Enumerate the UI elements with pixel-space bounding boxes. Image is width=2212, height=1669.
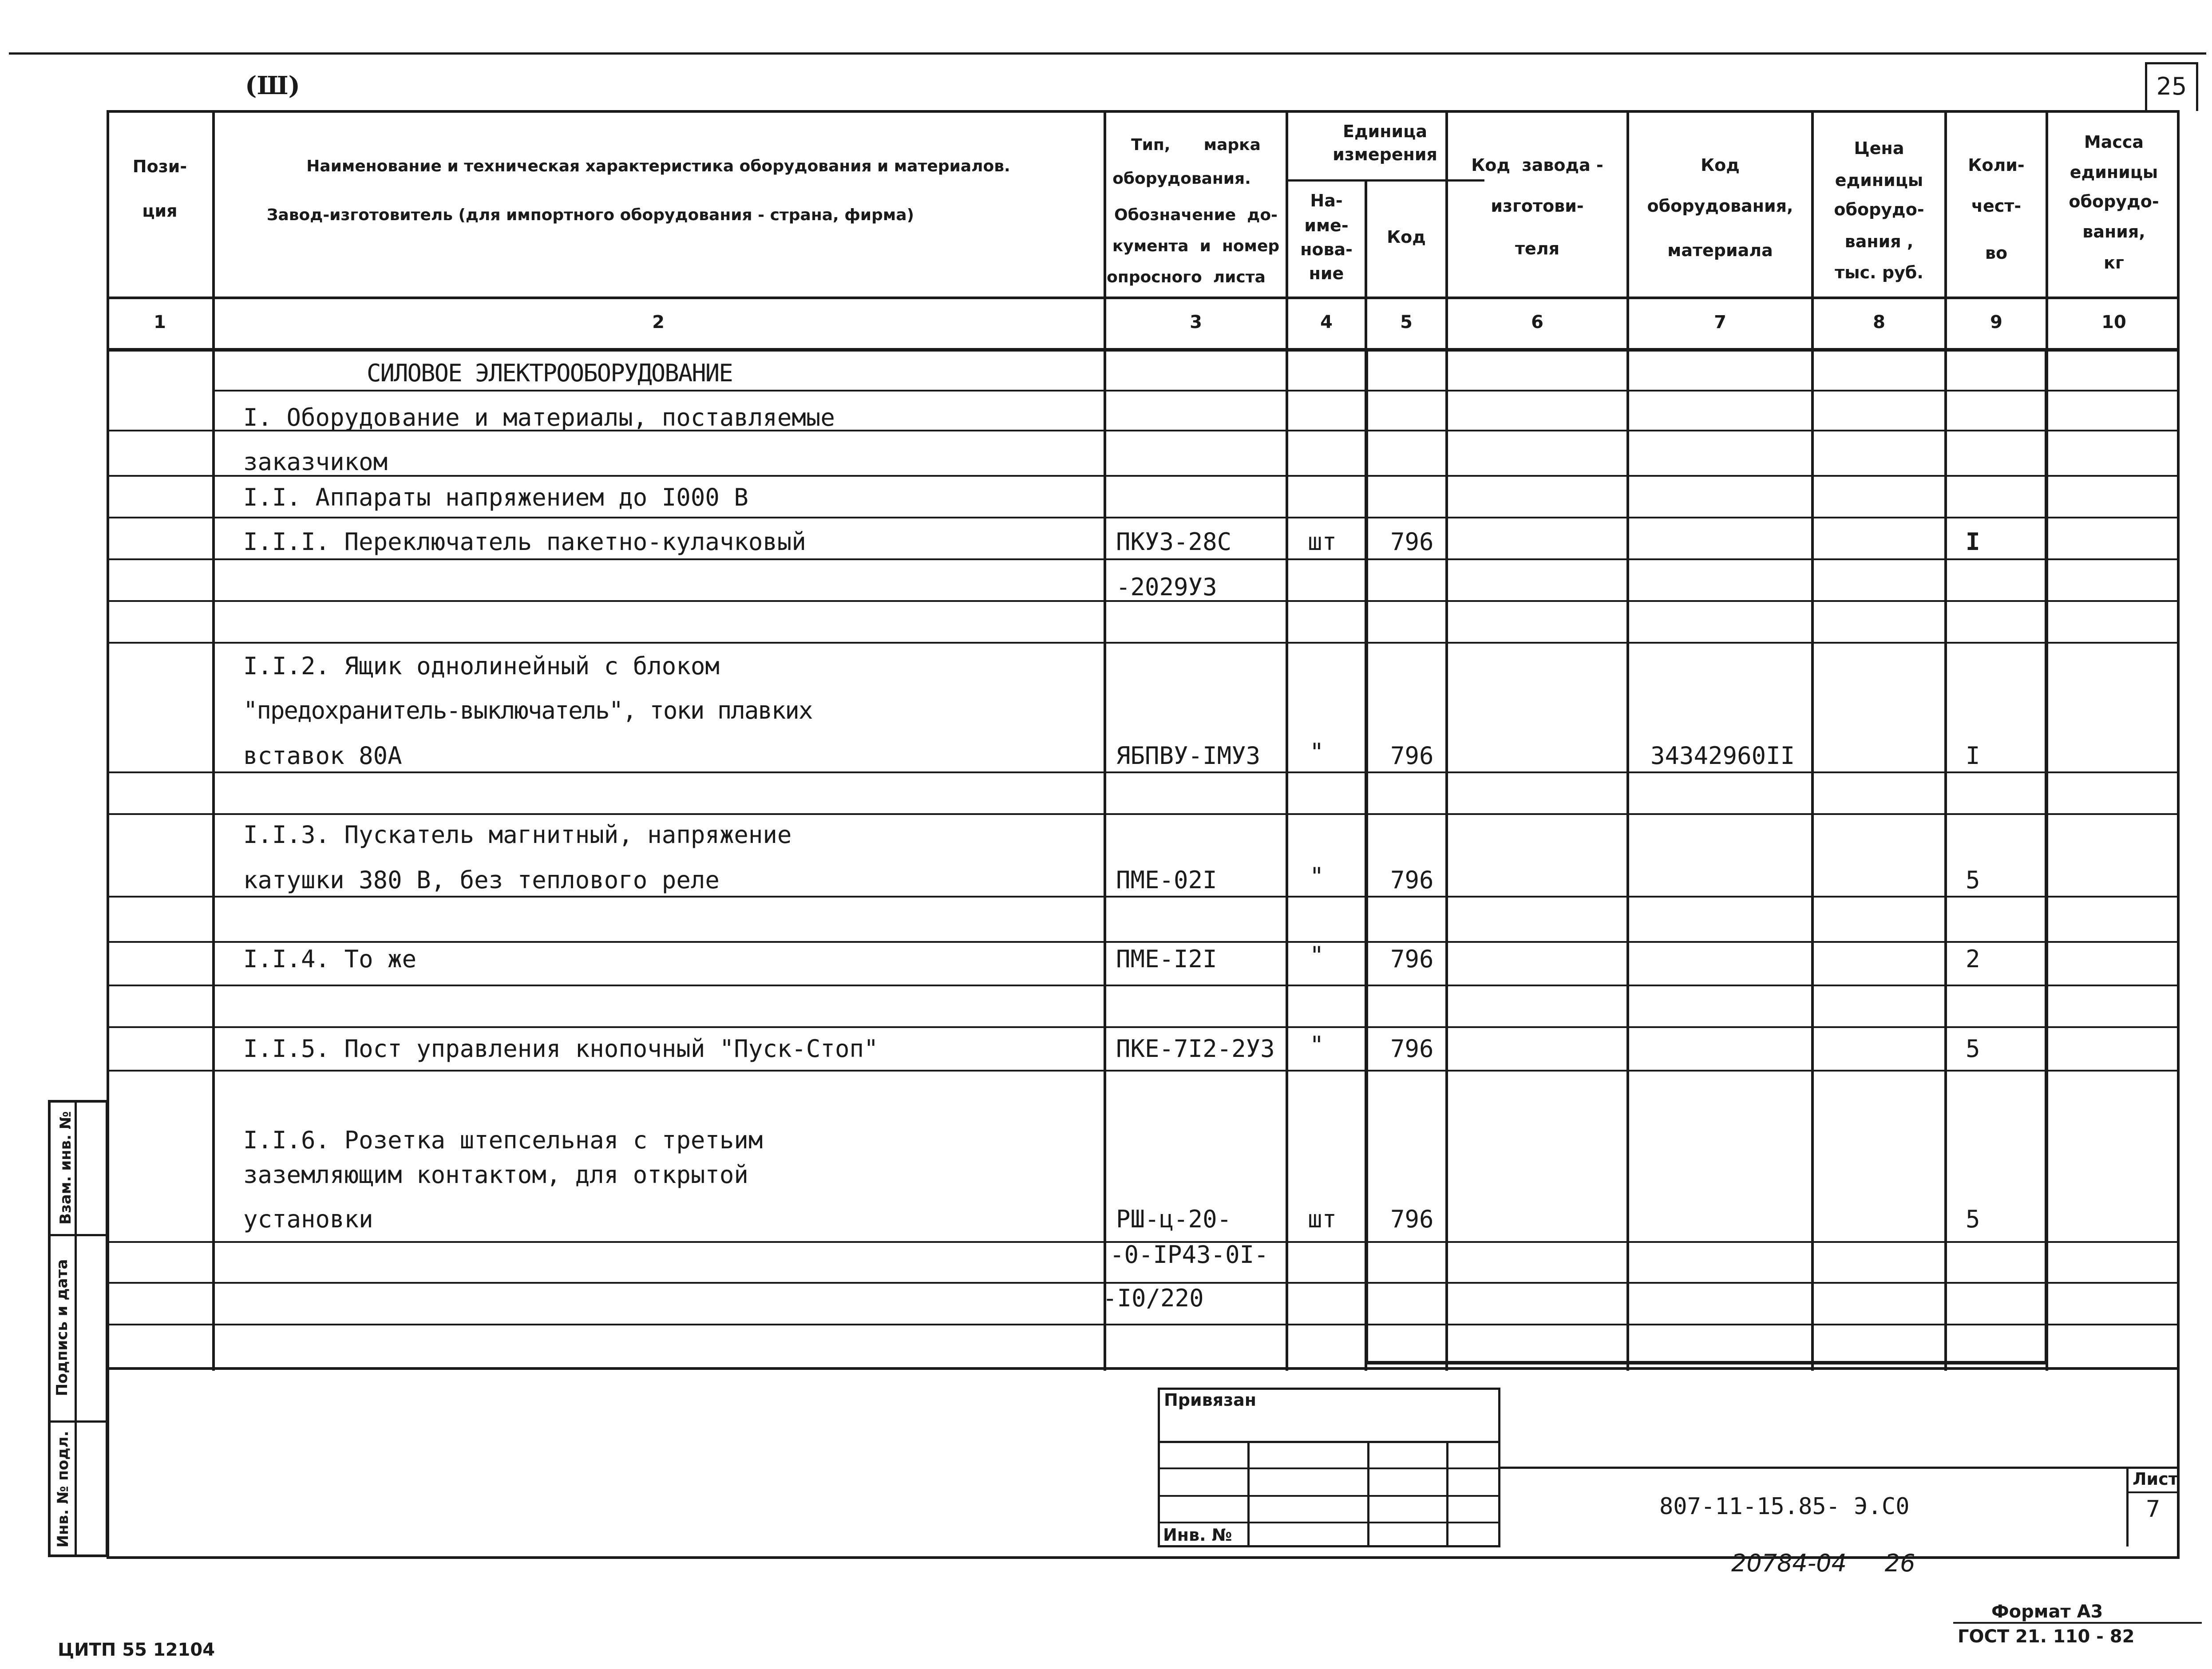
row-code: 796 xyxy=(1390,1035,1434,1063)
row-qty: I xyxy=(1966,528,1980,556)
page-number: 25 xyxy=(2156,72,2187,100)
col-line-1 xyxy=(212,110,215,1371)
column-number-6: 6 xyxy=(1531,312,1543,332)
header-equipcode-l1: Код xyxy=(1701,155,1740,175)
row-unit: шт xyxy=(1308,528,1337,556)
column-number-10: 10 xyxy=(2101,312,2126,332)
header-unit-l2: измерения xyxy=(1333,145,1437,164)
row-line xyxy=(107,1070,2180,1072)
row-line xyxy=(213,390,2180,392)
row-unit: " xyxy=(1310,738,1324,766)
row-code: 796 xyxy=(1390,742,1434,770)
header-type-l1: Тип, марка xyxy=(1131,136,1261,154)
row-qty: 5 xyxy=(1966,866,1980,894)
row-name: катушки 380 В, без теплового реле xyxy=(243,866,720,894)
header-price-l2: единицы xyxy=(1835,170,1923,190)
row-name: установки xyxy=(243,1205,373,1233)
row-name: заказчиком xyxy=(243,448,388,476)
row-line xyxy=(107,1026,2180,1028)
column-number-4: 4 xyxy=(1320,312,1333,332)
inv-label: Инв. № xyxy=(1163,1525,1232,1545)
header-mass-l1: Масса xyxy=(2084,132,2144,152)
header-mass-l3: оборудо- xyxy=(2069,192,2159,211)
row-name: I. Оборудование и материалы, поставляемые xyxy=(243,403,835,431)
sheet-mark: (Ш) xyxy=(245,71,301,100)
row-type: ЯБПВУ-IМУ3 xyxy=(1116,742,1261,770)
row-equip-code: 34342960II xyxy=(1650,742,1795,770)
row-qty: 5 xyxy=(1966,1035,1980,1063)
header-equipcode-l3: материала xyxy=(1667,241,1773,260)
doc-code: 807-11-15.85- Э.С0 xyxy=(1659,1493,1910,1520)
row-code: 796 xyxy=(1390,866,1434,894)
footer-left-code: ЦИТП 55 12104 xyxy=(58,1640,215,1660)
header-name-line2: Завод-изготовитель (для импортного оборудования - страна, фирма) xyxy=(266,206,914,224)
thick-block xyxy=(1365,348,2048,1364)
header-mass-l5: кг xyxy=(2104,253,2124,273)
row-line xyxy=(107,985,2180,986)
row-type: ПМЕ-I2I xyxy=(1116,945,1217,973)
row-name: заземляющим контактом, для открытой xyxy=(243,1161,748,1189)
bound-line xyxy=(1158,1522,1500,1523)
header-unitcode: Код xyxy=(1387,227,1426,247)
footer-rule xyxy=(1953,1622,2202,1624)
row-unit: " xyxy=(1310,941,1324,969)
bound-col xyxy=(1367,1441,1369,1547)
row-name: I.I. Аппараты напряжением до I000 В xyxy=(243,483,748,511)
row-type: РШ-ц-20- xyxy=(1116,1205,1232,1233)
header-qty-l1: Коли- xyxy=(1968,155,2025,175)
header-type-l2: оборудования. xyxy=(1112,170,1251,188)
bound-line xyxy=(1158,1441,1500,1443)
row-qty: 5 xyxy=(1966,1205,1980,1233)
header-unitname-l1: На- xyxy=(1310,191,1343,210)
row-line xyxy=(107,517,2180,518)
row-unit: шт xyxy=(1308,1205,1337,1233)
column-number-2: 2 xyxy=(652,312,665,332)
row-type: -I0/220 xyxy=(1103,1284,1204,1312)
header-unit-l1: Единица xyxy=(1343,122,1427,141)
row-qty: 2 xyxy=(1966,945,1980,973)
row-name: вставок 80А xyxy=(243,742,402,770)
row-line xyxy=(107,558,2180,560)
bound-line xyxy=(1158,1495,1500,1497)
top-rule xyxy=(9,52,2206,55)
handwritten-note: 20784-04 26 xyxy=(1731,1549,1915,1577)
row-code: 796 xyxy=(1390,945,1434,973)
header-factory-l3: теля xyxy=(1515,239,1560,258)
header-qty-l2: чест- xyxy=(1971,196,2022,216)
footer-gost: ГОСТ 21. 110 - 82 xyxy=(1958,1626,2135,1647)
header-position-line2: ция xyxy=(142,201,178,221)
row-name: I.I.6. Розетка штепсельная с третьим xyxy=(243,1126,763,1154)
row-type: ПКУ3-28С xyxy=(1116,528,1232,556)
sheet-number: 7 xyxy=(2145,1496,2161,1523)
column-number-8: 8 xyxy=(1873,312,1885,332)
column-number-9: 9 xyxy=(1990,312,2002,332)
header-price-l1: Цена xyxy=(1854,138,1904,158)
row-unit: " xyxy=(1310,862,1324,890)
header-position-line1: Пози- xyxy=(132,157,187,176)
header-mass-l2: единицы xyxy=(2070,162,2158,182)
row-type: -0-IP43-0I- xyxy=(1110,1241,1269,1269)
row-name: "предохранитель-выключатель", токи плавких xyxy=(243,696,812,724)
bound-col xyxy=(1446,1441,1448,1547)
header-unitname-l3: нова- xyxy=(1300,240,1353,259)
header-unitname-l4: ние xyxy=(1309,264,1344,283)
header-price-l3: оборудо- xyxy=(1834,200,1924,219)
row-qty: I xyxy=(1966,742,1980,770)
col-line-2 xyxy=(1104,110,1106,1371)
header-bottom-line xyxy=(107,297,2180,299)
row-unit: " xyxy=(1310,1031,1324,1059)
column-number-7: 7 xyxy=(1714,312,1726,332)
column-number-3: 3 xyxy=(1190,312,1202,332)
title-block-top-line xyxy=(1500,1467,2180,1469)
header-type-l5: опросного листа xyxy=(1107,268,1266,286)
row-line xyxy=(107,941,2180,943)
column-number-1: 1 xyxy=(154,312,166,332)
column-number-5: 5 xyxy=(1400,312,1413,332)
sheet-label: Лист xyxy=(2133,1469,2178,1489)
row-line xyxy=(107,813,2180,815)
section-title: СИЛОВОЕ ЭЛЕКТРООБОРУДОВАНИЕ xyxy=(367,359,732,387)
side-label-original-inv: Инв. № подл. xyxy=(54,1431,72,1548)
header-factory-l2: изготови- xyxy=(1491,196,1584,216)
row-line xyxy=(107,1324,2180,1325)
row-type: ПКЕ-7I2-2У3 xyxy=(1116,1035,1275,1063)
bound-line xyxy=(1158,1467,1500,1469)
footer-format: Формат А3 xyxy=(1991,1602,2103,1622)
side-label-signature-date: Подпись и дата xyxy=(53,1259,71,1396)
body-bottom-line xyxy=(107,1367,2180,1370)
header-mass-l4: вания, xyxy=(2082,222,2145,241)
page-number-box xyxy=(2145,62,2198,111)
row-line xyxy=(107,896,2180,898)
col-line-3 xyxy=(1286,110,1288,1371)
row-code: 796 xyxy=(1390,528,1434,556)
bound-col xyxy=(1247,1441,1250,1547)
header-price-l4: вания , xyxy=(1844,232,1914,251)
row-line xyxy=(107,642,2180,644)
header-unitname-l2: име- xyxy=(1304,216,1349,235)
header-qty-l3: во xyxy=(1985,243,2008,263)
row-name: I.I.4. То же xyxy=(243,945,417,973)
row-code: 796 xyxy=(1390,1205,1434,1233)
row-name: I.I.2. Ящик однолинейный с блоком xyxy=(243,652,720,680)
side-label-replaced-inv: Взам. инв. № xyxy=(57,1111,75,1225)
header-factory-l1: Код завода - xyxy=(1471,155,1603,175)
unit-group-line xyxy=(1286,179,1484,182)
header-equipcode-l2: оборудования, xyxy=(1647,196,1793,216)
sheet-box-line xyxy=(2126,1491,2180,1493)
row-name: I.I.5. Пост управления кнопочный "Пуск-Стоп" xyxy=(243,1035,878,1063)
row-name: I.I.I. Переключатель пакетно-кулачковый xyxy=(243,528,806,556)
row-type: -2029У3 xyxy=(1116,573,1217,601)
row-type: ПМЕ-02I xyxy=(1116,866,1217,894)
row-name: I.I.3. Пускатель магнитный, напряжение xyxy=(243,821,792,849)
header-name-line1: Наименование и техническая характеристика оборудования и материалов. xyxy=(306,157,1010,175)
row-line xyxy=(107,475,2180,477)
header-type-l3: Обозначение до- xyxy=(1114,206,1278,224)
row-line xyxy=(107,771,2180,773)
header-price-l5: тыс. руб. xyxy=(1835,263,1923,282)
header-type-l4: кумента и номер xyxy=(1112,237,1280,255)
bound-label: Привязан xyxy=(1164,1390,1257,1410)
